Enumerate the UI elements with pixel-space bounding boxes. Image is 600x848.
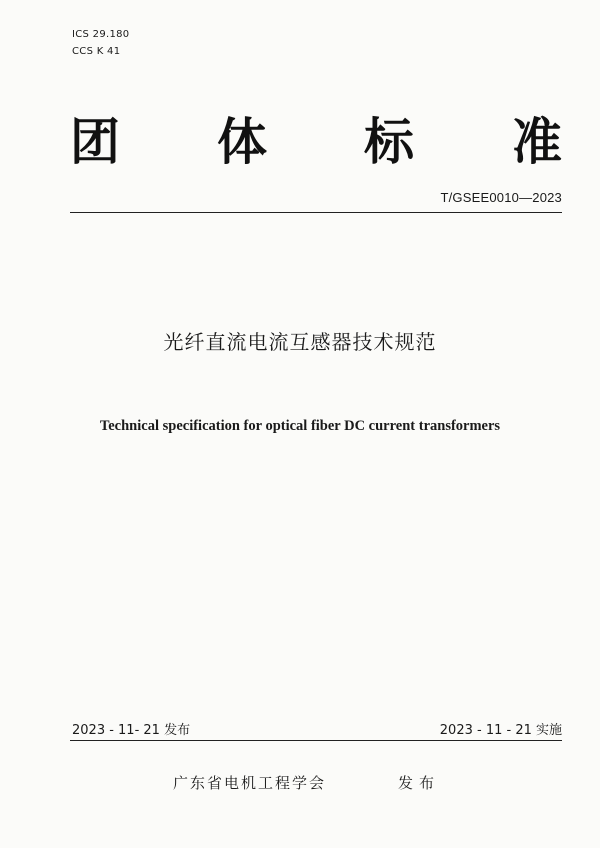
top-divider	[70, 212, 562, 213]
ccs-code: CCS K 41	[72, 46, 121, 57]
standard-number: T/GSEE0010—2023	[440, 190, 562, 205]
implement-date: 2023 - 11 - 21 实施	[439, 723, 562, 738]
ics-code: ICS 29.180	[72, 29, 130, 40]
category-char-4: 准	[512, 113, 562, 171]
category-char-1: 团	[70, 113, 120, 171]
bottom-divider	[70, 740, 562, 741]
issue-label: 发布	[398, 774, 441, 792]
document-title-cn: 光纤直流电流互感器技术规范	[163, 330, 437, 354]
publish-date: 2023 - 11- 21 发布	[72, 723, 191, 738]
category-char-2: 体	[217, 113, 267, 171]
issuer-name: 广东省电机工程学会	[173, 774, 327, 792]
document-title-en: Technical specification for optical fiber DC current transformers	[99, 418, 501, 434]
category-char-3: 标	[364, 113, 414, 171]
